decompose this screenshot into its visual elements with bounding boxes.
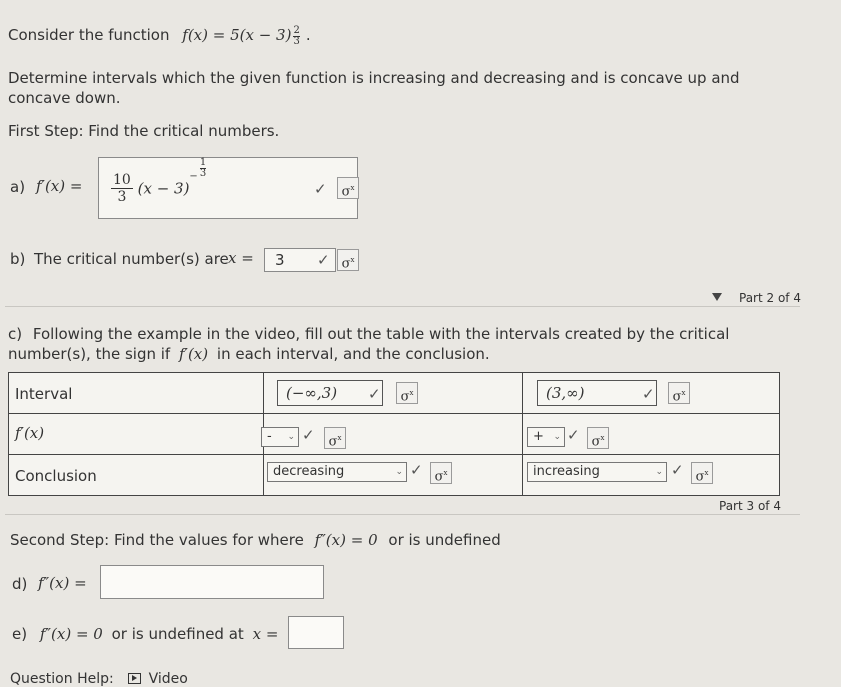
conclusion-select-2[interactable]: increasing ⌄ — [527, 462, 667, 482]
sigma-icon[interactable]: $\sigma^x$ — [396, 382, 418, 404]
chevron-down-icon: ⌄ — [287, 432, 295, 442]
step-c-line2: number(s), the sign if f′(x) in each interval, and the conclusion. — [8, 345, 490, 363]
inflection-x-field[interactable] — [288, 616, 344, 649]
collapse-arrow-icon[interactable] — [712, 293, 722, 301]
step2-heading: Second Step: Find the values for where f″(x) = 0 or is undefined — [10, 531, 501, 549]
critical-var: x = — [228, 249, 254, 267]
chevron-down-icon: ⌄ — [395, 467, 403, 477]
sigma-icon[interactable]: $\sigma^x$ — [337, 177, 359, 199]
critical-text: The critical number(s) are — [34, 250, 229, 268]
conclusion-select-1[interactable]: decreasing ⌄ — [267, 462, 407, 482]
second-derivative-field[interactable] — [100, 565, 324, 599]
problem-intro: Consider the function f(x) = 5(x − 3) $\frac{2}{3}$ . — [8, 25, 311, 47]
divider — [5, 514, 800, 515]
sigma-icon[interactable]: $\sigma^x$ — [324, 427, 346, 449]
interval-value-2: (3,∞) — [546, 384, 585, 402]
critical-number-field[interactable] — [264, 248, 336, 272]
label-b: b) — [10, 250, 26, 268]
table-row — [9, 455, 780, 496]
instruction-text: Determine intervals which the given function is increasing and decreasing and is concave up and concave down. — [8, 69, 740, 107]
video-link[interactable]: Video — [148, 671, 188, 687]
check-icon: ✓ — [314, 180, 327, 198]
chevron-down-icon: ⌄ — [655, 467, 663, 477]
fprime-expression: $\frac{10}{3}$ $(x - 3)^{- \frac{1}{3}}$ — [113, 157, 207, 205]
sigma-icon[interactable]: $\sigma^x$ — [337, 249, 359, 271]
row-label-fprime: f′(x) — [15, 424, 45, 442]
function-definition: f(x) = 5(x − 3) $\frac{2}{3}$ — [182, 25, 300, 47]
table-row — [9, 414, 780, 455]
fdoubleprime-lhs: f″(x) = — [38, 574, 87, 592]
label-d: d) — [12, 575, 28, 593]
fprime-answer-field[interactable] — [98, 157, 358, 219]
row-label-conclusion: Conclusion — [15, 467, 97, 485]
table-row — [9, 373, 780, 414]
sign-select-2[interactable]: + ⌄ — [527, 427, 565, 447]
check-icon: ✓ — [317, 251, 330, 269]
label-e: e) f″(x) = 0 or is undefined at x = — [12, 625, 279, 643]
check-icon: ✓ — [368, 385, 381, 403]
sigma-icon[interactable]: $\sigma^x$ — [587, 427, 609, 449]
check-icon: ✓ — [302, 426, 315, 444]
interval-value-1: (−∞,3) — [286, 384, 338, 402]
check-icon: ✓ — [642, 385, 655, 403]
check-icon: ✓ — [567, 426, 580, 444]
sigma-icon[interactable]: $\sigma^x$ — [668, 382, 690, 404]
check-icon: ✓ — [410, 461, 423, 479]
critical-number-value: 3 — [275, 251, 285, 269]
check-icon: ✓ — [671, 461, 684, 479]
interval-field-2[interactable] — [537, 380, 657, 406]
label-a: a) — [10, 178, 26, 196]
chevron-down-icon: ⌄ — [553, 432, 561, 442]
sign-chart-table — [8, 372, 780, 496]
sigma-icon[interactable]: $\sigma^x$ — [430, 462, 452, 484]
label-c: c) Following the example in the video, fill out the table with the intervals created by the critical — [8, 325, 730, 343]
video-icon — [128, 673, 141, 684]
step1-heading: First Step: Find the critical numbers. — [8, 122, 280, 140]
part2-label: Part 2 of 4 — [739, 291, 801, 305]
row-label-interval: Interval — [15, 385, 73, 403]
interval-field-1[interactable] — [277, 380, 383, 406]
fprime-lhs: f′(x) = — [36, 177, 83, 195]
part3-label: Part 3 of 4 — [719, 499, 781, 513]
sigma-icon[interactable]: $\sigma^x$ — [691, 462, 713, 484]
question-help: Question Help: Video — [10, 671, 188, 687]
divider — [5, 306, 800, 307]
sign-select-1[interactable]: - ⌄ — [261, 427, 299, 447]
